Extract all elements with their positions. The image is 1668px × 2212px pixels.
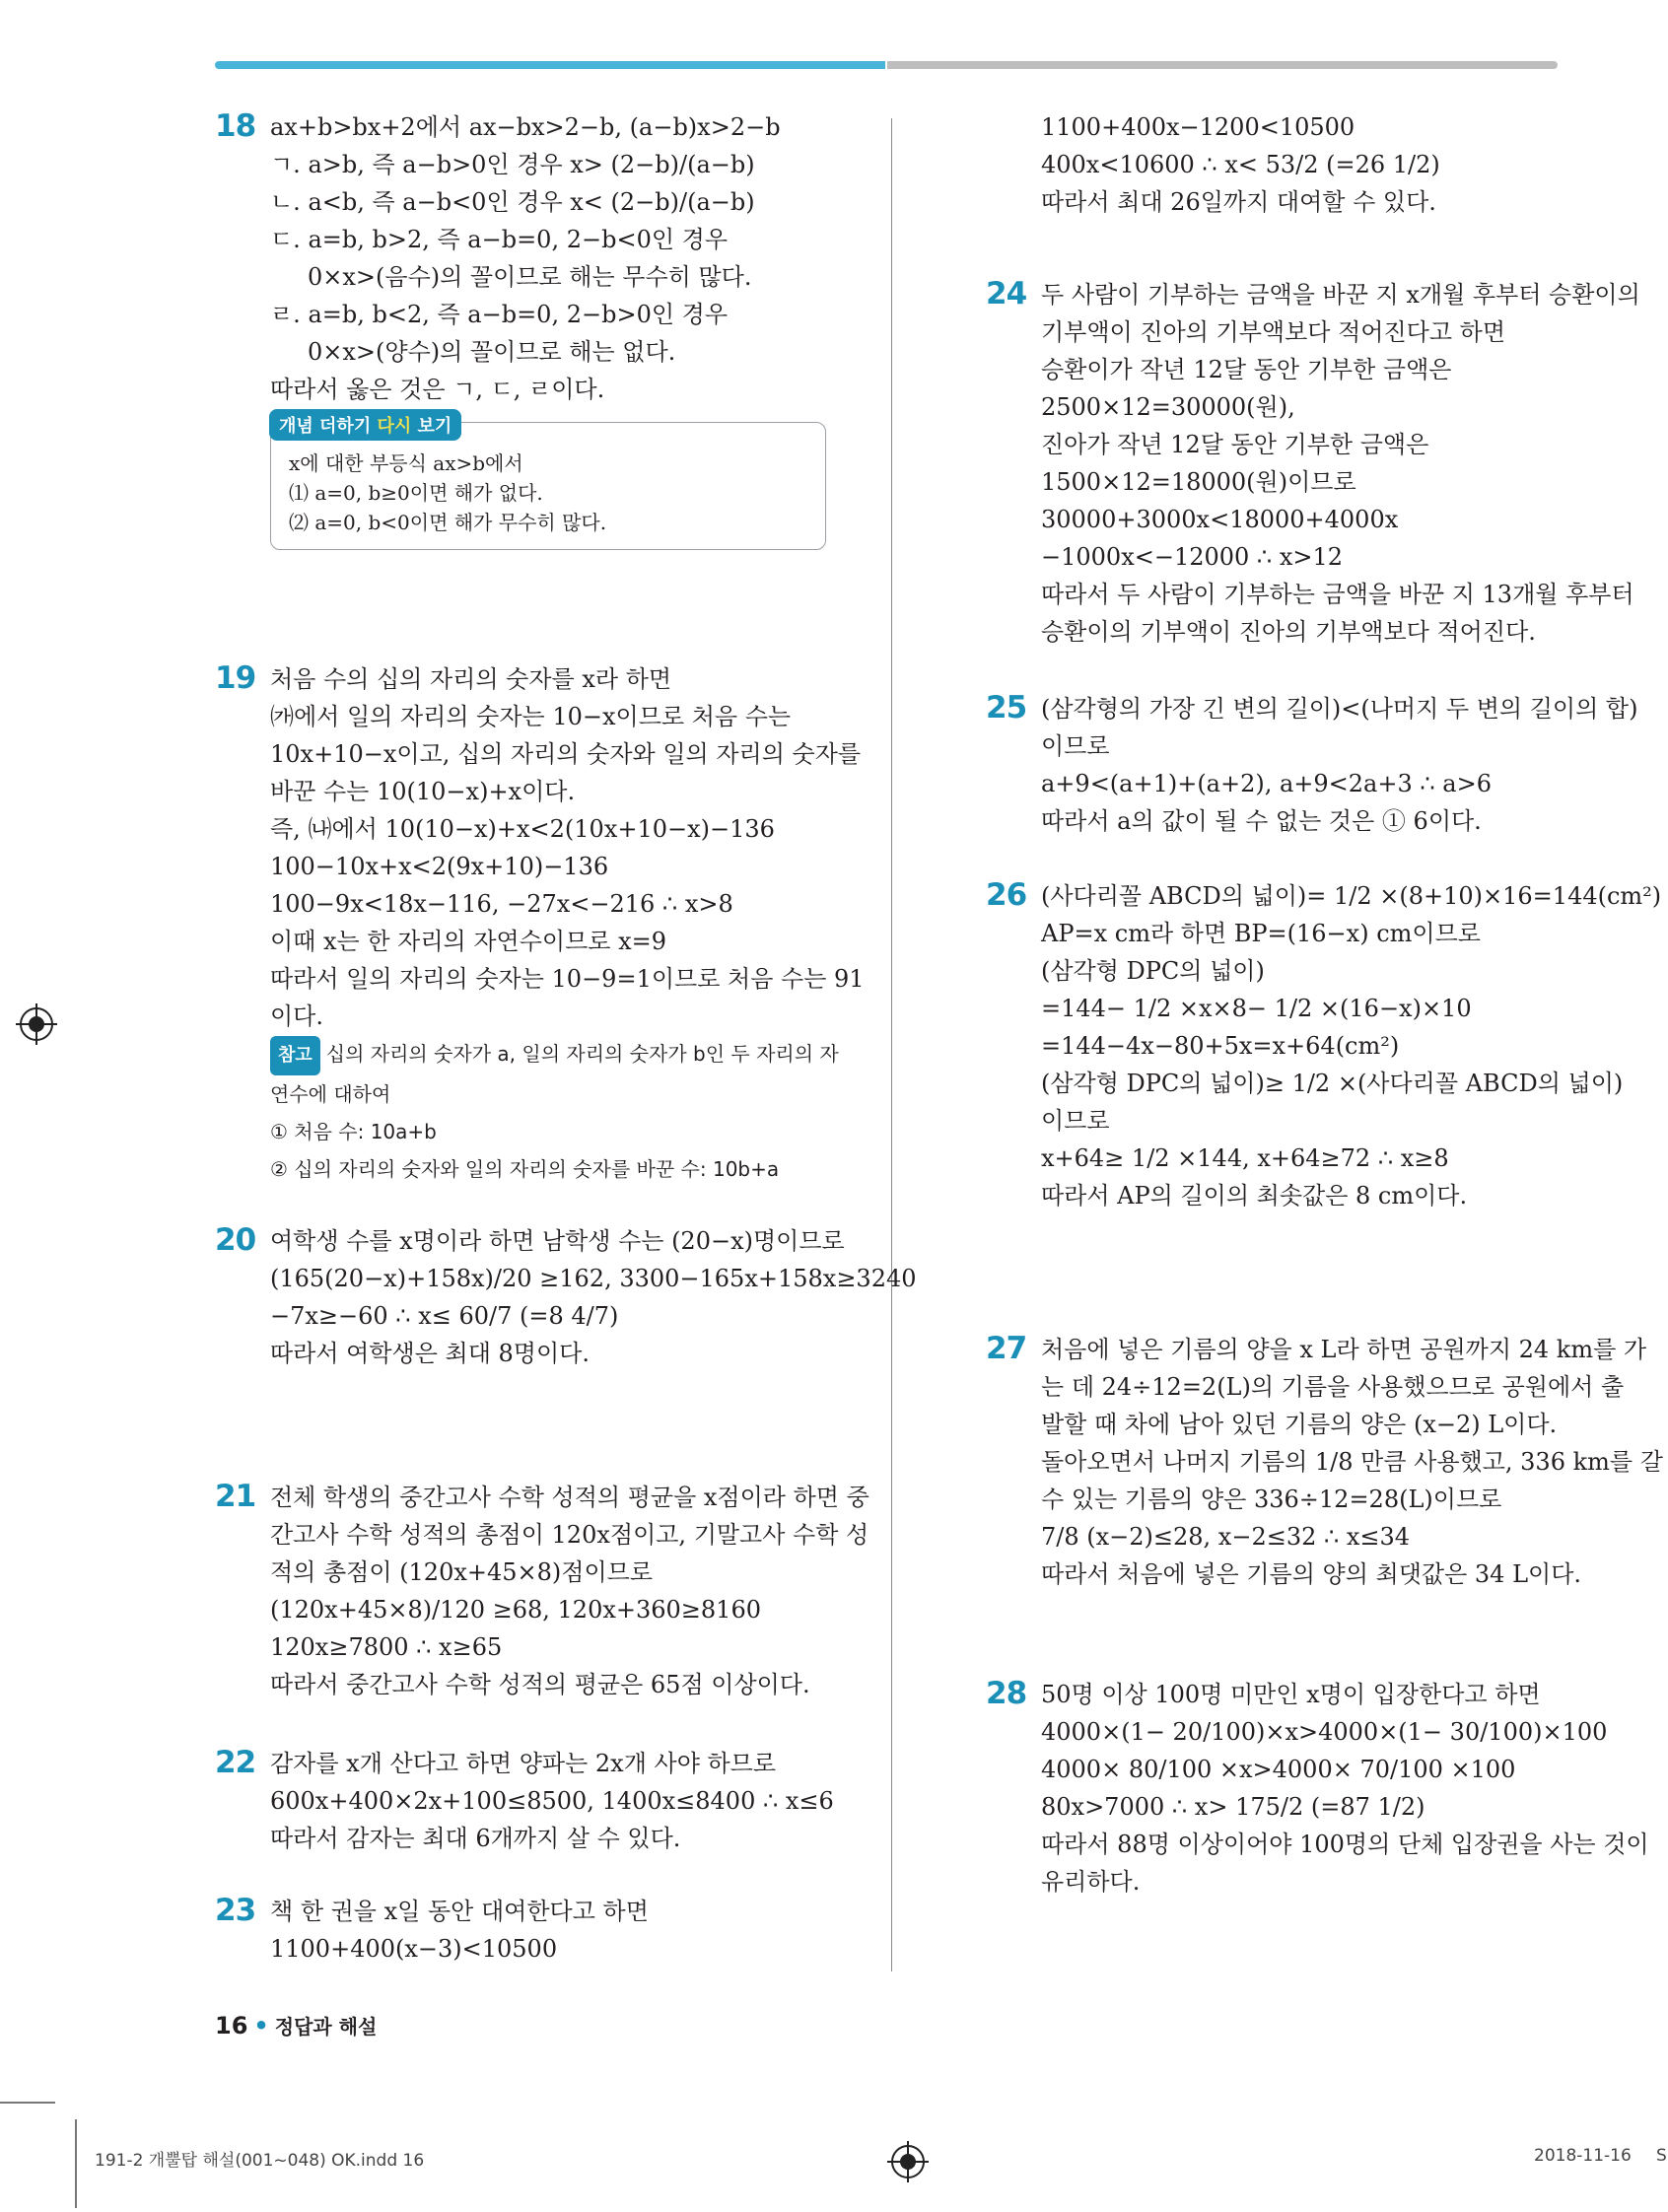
registration-mark-icon [20,1007,53,1041]
slug-edge: S [1656,2146,1667,2166]
problem-number: 28 [986,1676,1027,1711]
concept-review-box [270,416,826,550]
solution-line: 이다. [270,1002,323,1030]
solution-line: 7/8 (x−2)≤28, x−2≤32 ∴ x≤34 [1041,1523,1411,1551]
solution-line: 80x>7000 ∴ x> 175/2 (=87 1/2) [1041,1793,1425,1821]
solution-line: 따라서 처음에 넣은 기름의 양의 최댓값은 34 L이다. [1041,1560,1582,1588]
crop-line [75,2119,77,2208]
solution-line: −1000x<−12000 ∴ x>12 [1041,543,1343,571]
problem-20 [215,1222,917,1372]
top-rule-right [887,61,1558,69]
solution-line: 는 데 24÷12=2(L)의 기름을 사용했으므로 공원에서 출 [1041,1373,1625,1401]
solution-line: 10x+10−x이고, 십의 자리의 숫자와 일의 자리의 숫자를 [270,740,862,768]
solution-line: 4000×(1− 20/100)×x>4000×(1− 30/100)×100 [1041,1718,1608,1746]
problem-21 [215,1479,869,1703]
problem-number: 22 [215,1745,256,1780]
solution-line: 0×x>(양수)의 꼴이므로 해는 없다. [308,338,676,366]
problem-23 [215,1893,846,1968]
solution-line: 600x+400×2x+100≤8500, 1400x≤8400 ∴ x≤6 [270,1787,834,1815]
problem-number: 27 [986,1331,1027,1366]
solution-line: 1100+400(x−3)<10500 [270,1935,558,1963]
solution-line: 따라서 AP의 길이의 최솟값은 8 cm이다. [1041,1182,1468,1210]
problem-number: 18 [215,108,256,144]
solution-line: ㄹ. a=b, b<2, 즉 a−b=0, 2−b>0인 경우 [270,301,729,328]
solution-line: 400x<10600 ∴ x< 53/2 (=26 1/2) [1041,151,1440,178]
solution-line: 바꾼 수는 10(10−x)+x이다. [270,778,576,805]
solution-line: 50명 이상 100명 미만인 x명이 입장한다고 하면 [1041,1681,1541,1708]
slug-date: 2018-11-16 [1534,2146,1632,2166]
solution-line: (사다리꼴 ABCD의 넓이)= 1/2 ×(8+10)×16=144(cm²) [1041,882,1662,910]
problem-body [1041,108,1577,221]
solution-line: 따라서 중간고사 수학 성적의 평균은 65점 이상이다. [270,1671,810,1698]
solution-line: 따라서 a의 값이 될 수 없는 것은 ① 6이다. [1041,807,1482,835]
crop-line [0,2102,55,2104]
problem-22 [215,1745,846,1857]
problem-body [1041,690,1638,840]
solution-line: 0×x>(음수)의 꼴이므로 해는 무수히 많다. [308,263,752,291]
note-line: ② 십의 자리의 숫자와 일의 자리의 숫자를 바꾼 수: 10b+a [270,1157,780,1181]
solution-line: (120x+45×8)/120 ≥68, 120x+360≥8160 [270,1596,761,1624]
slug-filename: 191-2 개뿔탑 해설(001~048) OK.indd 16 [95,2151,425,2171]
solution-line: AP=x cm라 하면 BP=(16−x) cm이므로 [1041,920,1481,947]
solution-line: 승환이의 기부액이 진아의 기부액보다 적어진다. [1041,618,1536,646]
box-line: ⑴ a=0, b≥0이면 해가 없다. [289,481,543,505]
solution-line: x+64≥ 1/2 ×144, x+64≥72 ∴ x≥8 [1041,1144,1449,1172]
solution-line: 따라서 여학생은 최대 8명이다. [270,1340,590,1367]
solution-line: 2500×12=30000(원), [1041,393,1295,421]
solution-line: 기부액이 진아의 기부액보다 적어진다고 하면 [1041,318,1506,346]
problem-number: 19 [215,660,256,696]
problem-body [270,1222,917,1372]
solution-line: ax+b>bx+2에서 ax−bx>2−b, (a−b)x>2−b [270,113,781,141]
solution-line: 진아가 작년 12달 동안 기부한 금액은 [1041,431,1429,458]
solution-line: 30000+3000x<18000+4000x [1041,506,1399,533]
page-footer [215,2011,377,2039]
solution-line: 따라서 최대 26일까지 대여할 수 있다. [1041,188,1436,216]
solution-line: −7x≥−60 ∴ x≤ 60/7 (=8 4/7) [270,1302,619,1330]
solution-line: 발할 때 차에 남아 있던 기름의 양은 (x−2) L이다. [1041,1411,1558,1438]
solution-line: (삼각형의 가장 긴 변의 길이)<(나머지 두 변의 길이의 합) [1041,695,1638,723]
solution-line: =144− 1/2 ×x×8− 1/2 ×(16−x)×10 [1041,995,1472,1022]
problem-number: 20 [215,1222,256,1258]
problem-body [1041,877,1662,1214]
bullet-icon: • [253,2012,269,2039]
solution-line: 따라서 두 사람이 기부하는 금액을 바꾼 지 13개월 후부터 [1041,581,1634,608]
solution-line: 유리하다. [1041,1868,1141,1896]
problem-body [270,108,846,408]
problem-28 [986,1676,1649,1901]
solution-line: 처음 수의 십의 자리의 숫자를 x라 하면 [270,665,672,693]
problem-body [270,660,865,1188]
note-line: 연수에 대하여 [270,1082,391,1106]
solution-line: 두 사람이 기부하는 금액을 바꾼 지 x개월 후부터 승환이의 [1041,281,1640,309]
solution-line: ㈎에서 일의 자리의 숫자는 10−x이므로 처음 수는 [270,703,792,730]
solution-line: 이므로 [1041,1107,1110,1135]
solution-line: 이므로 [1041,732,1110,760]
problem-body [270,1893,846,1968]
problem-19 [215,660,865,1188]
problem-23-continued [986,108,1577,221]
solution-line: 100−9x<18x−116, −27x<−216 ∴ x>8 [270,890,733,918]
problem-body [1041,276,1640,651]
solution-line: 적의 총점이 (120x+45×8)점이므로 [270,1558,654,1586]
solution-line: 책 한 권을 x일 동안 대여한다고 하면 [270,1898,649,1925]
note-line: ① 처음 수: 10a+b [270,1120,437,1143]
problem-number: 21 [215,1479,256,1514]
problem-body [1041,1676,1649,1901]
column-divider [891,118,892,1971]
box-line: x에 대한 부등식 ax>b에서 [289,451,523,475]
problem-26 [986,877,1662,1214]
problem-24 [986,276,1640,651]
solution-line: 따라서 일의 자리의 숫자는 10−9=1이므로 처음 수는 91 [270,965,865,993]
problem-number: 26 [986,877,1027,913]
solution-line: 1100+400x−1200<10500 [1041,113,1355,141]
note-tag: 참고 [270,1036,320,1075]
problem-18 [215,108,846,550]
solution-line: 전체 학생의 중간고사 수학 성적의 평균을 x점이라 하면 중 [270,1484,869,1511]
solution-line: 120x≥7800 ∴ x≥65 [270,1633,503,1661]
problem-body [270,1745,846,1857]
section-title: 정답과 해설 [274,2015,378,2039]
problem-body [270,1479,869,1703]
concept-review-tag: 개념 더하기 다시 보기 [269,409,461,441]
problem-number: 24 [986,276,1027,311]
problem-25 [986,690,1638,840]
solution-line: 따라서 88명 이상이어야 100명의 단체 입장권을 사는 것이 [1041,1831,1649,1858]
solution-line: =144−4x−80+5x=x+64(cm²) [1041,1032,1400,1060]
solution-line: 따라서 옳은 것은 ㄱ, ㄷ, ㄹ이다. [270,376,605,403]
note-line: 참고 십의 자리의 숫자가 a, 일의 자리의 숫자가 b인 두 자리의 자 [270,1035,846,1075]
solution-line: 간고사 수학 성적의 총점이 120x점이고, 기말고사 수학 성 [270,1521,869,1549]
solution-line: a+9<(a+1)+(a+2), a+9<2a+3 ∴ a>6 [1041,770,1492,797]
solution-line: 100−10x+x<2(9x+10)−136 [270,853,609,880]
problem-body [1041,1331,1663,1593]
registration-mark-icon [891,2145,925,2178]
solution-line: 처음에 넣은 기름의 양을 x L라 하면 공원까지 24 km를 가 [1041,1336,1647,1363]
problem-number: 23 [215,1893,256,1928]
solution-line: 즉, ㈏에서 10(10−x)+x<2(10x+10−x)−136 [270,815,775,843]
solution-line: ㄱ. a>b, 즉 a−b>0인 경우 x> (2−b)/(a−b) [270,151,755,178]
solution-line: 승환이가 작년 12달 동안 기부한 금액은 [1041,356,1452,383]
box-line: ⑵ a=0, b<0이면 해가 무수히 많다. [289,511,607,534]
solution-line: 수 있는 기름의 양은 336÷12=28(L)이므로 [1041,1486,1502,1513]
solution-line: 따라서 감자는 최대 6개까지 살 수 있다. [270,1825,681,1852]
problem-27 [986,1331,1663,1593]
solution-line: ㄴ. a<b, 즉 a−b<0인 경우 x< (2−b)/(a−b) [270,188,755,216]
solution-line: 감자를 x개 산다고 하면 양파는 2x개 사야 하므로 [270,1750,777,1777]
solution-line: 1500×12=18000(원)이므로 [1041,468,1356,496]
top-rule-left [215,61,885,69]
solution-line: 여학생 수를 x명이라 하면 남학생 수는 (20−x)명이므로 [270,1227,845,1255]
solution-line: (삼각형 DPC의 넓이) [1041,957,1265,985]
solution-line: 돌아오면서 나머지 기름의 1/8 만큼 사용했고, 336 km를 갈 [1041,1448,1663,1476]
solution-line: 이때 x는 한 자리의 자연수이므로 x=9 [270,928,666,955]
solution-line: ㄷ. a=b, b>2, 즉 a−b=0, 2−b<0인 경우 [270,226,729,253]
problem-number: 25 [986,690,1027,726]
page-number: 16 [215,2012,248,2039]
solution-line: (삼각형 DPC의 넓이)≥ 1/2 ×(사다리꼴 ABCD의 넓이) [1041,1070,1624,1097]
solution-line: 4000× 80/100 ×x>4000× 70/100 ×100 [1041,1756,1516,1783]
solution-line: (165(20−x)+158x)/20 ≥162, 3300−165x+158x≥3240 [270,1265,917,1292]
